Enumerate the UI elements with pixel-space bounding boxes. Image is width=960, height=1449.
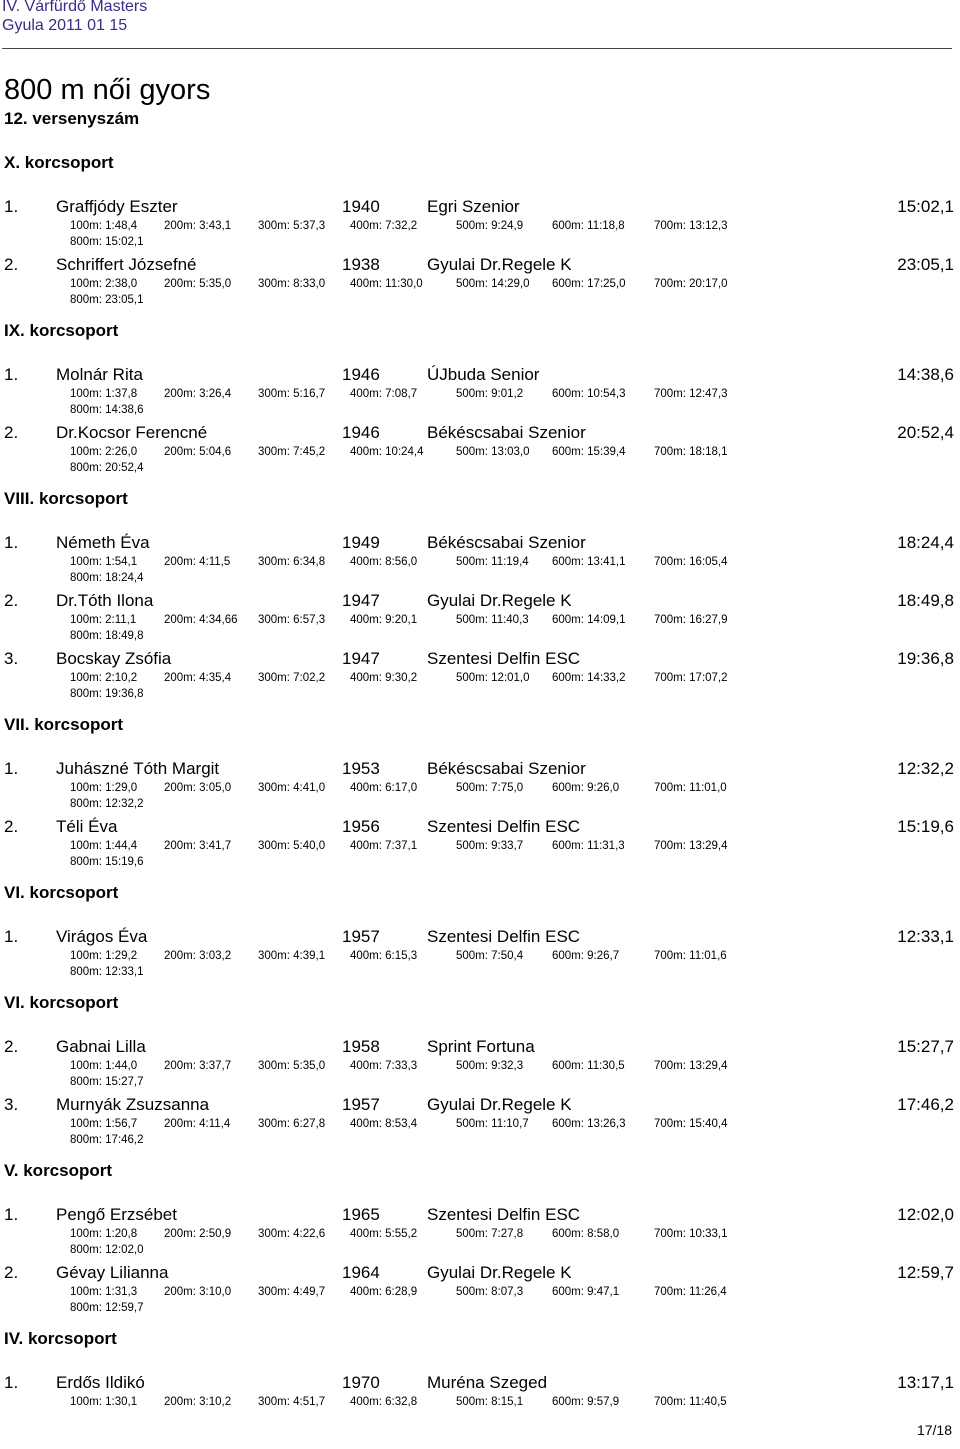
split-time: 200m: 3:41,7 [164, 840, 232, 852]
split-times [0, 386, 960, 402]
split-final: 800m: 15:27,7 [70, 1076, 144, 1088]
split-time: 500m: 14:29,0 [456, 278, 530, 290]
split-time: 300m: 5:35,0 [258, 1060, 326, 1072]
place: 3. [4, 649, 19, 668]
split-time: 200m: 4:34,66 [164, 614, 238, 626]
club-name: Gyulai Dr.Regele K [427, 591, 572, 610]
result-row [0, 1204, 960, 1226]
place: 1. [4, 1373, 19, 1392]
split-time: 500m: 12:01,0 [456, 672, 530, 684]
split-final: 800m: 12:59,7 [70, 1302, 144, 1314]
event-date: Gyula 2011 01 15 [2, 17, 128, 34]
result-row [0, 422, 960, 444]
split-time: 400m: 7:32,2 [350, 220, 418, 232]
birth-year: 1953 [342, 759, 380, 778]
split-time: 500m: 7:27,8 [456, 1228, 524, 1240]
split-time: 400m: 7:33,3 [350, 1060, 418, 1072]
group-title: V. korcsoport [4, 1161, 113, 1180]
page-number: 17/18 [916, 1422, 952, 1438]
final-time: 19:36,8 [897, 649, 954, 668]
race-title: 800 m női gyors [4, 74, 211, 106]
split-time: 500m: 9:01,2 [456, 388, 524, 400]
split-times [0, 444, 960, 460]
club-name: Békéscsabai Szenior [427, 423, 586, 442]
birth-year: 1957 [342, 1095, 380, 1114]
split-time: 700m: 18:18,1 [654, 446, 728, 458]
birth-year: 1938 [342, 255, 380, 274]
event-name: IV. Várfürdő Masters [2, 0, 148, 15]
place: 2. [4, 817, 19, 836]
split-time: 200m: 5:04,6 [164, 446, 232, 458]
result-entry [0, 196, 960, 254]
split-time: 400m: 7:08,7 [350, 388, 418, 400]
place: 1. [4, 759, 19, 778]
split-time: 300m: 4:41,0 [258, 782, 326, 794]
place: 1. [4, 365, 19, 384]
place: 1. [4, 197, 19, 216]
split-times [0, 948, 960, 964]
group-title: VI. korcsoport [4, 993, 119, 1012]
split-time: 200m: 3:43,1 [164, 220, 232, 232]
split-time: 100m: 1:37,8 [70, 388, 138, 400]
split-time: 600m: 9:57,9 [552, 1396, 620, 1408]
final-time: 23:05,1 [897, 255, 954, 274]
split-time: 500m: 11:40,3 [456, 614, 529, 626]
split-time: 300m: 5:16,7 [258, 388, 326, 400]
swimmer-name: Dr.Tóth Ilona [56, 591, 154, 610]
club-name: Békéscsabai Szenior [427, 759, 586, 778]
split-time: 600m: 9:26,7 [552, 950, 620, 962]
place: 2. [4, 591, 19, 610]
split-time: 100m: 1:31,3 [70, 1286, 138, 1298]
split-time: 400m: 6:32,8 [350, 1396, 418, 1408]
split-time: 500m: 8:15,1 [456, 1396, 524, 1408]
split-final: 800m: 15:02,1 [70, 236, 144, 248]
split-time: 600m: 9:26,0 [552, 782, 620, 794]
split-time: 300m: 8:33,0 [258, 278, 326, 290]
result-row [0, 1262, 960, 1284]
final-time: 12:59,7 [897, 1263, 954, 1282]
club-name: Gyulai Dr.Regele K [427, 255, 572, 274]
split-time: 300m: 7:45,2 [258, 446, 326, 458]
swimmer-name: Murnyák Zsuzsanna [56, 1095, 210, 1114]
group-spacer [0, 342, 960, 364]
birth-year: 1956 [342, 817, 380, 836]
split-time: 500m: 11:10,7 [456, 1118, 529, 1130]
result-row [0, 1372, 960, 1394]
swimmer-name: Molnár Rita [56, 365, 143, 384]
split-time: 100m: 2:10,2 [70, 672, 138, 684]
group-spacer [0, 1350, 960, 1372]
group-title: IV. korcsoport [4, 1329, 117, 1348]
split-time: 300m: 4:49,7 [258, 1286, 326, 1298]
split-final: 800m: 18:24,4 [70, 572, 144, 584]
split-time: 700m: 20:17,0 [654, 278, 728, 290]
split-time: 700m: 12:47,3 [654, 388, 728, 400]
split-time: 400m: 5:55,2 [350, 1228, 418, 1240]
split-times [0, 670, 960, 686]
split-time: 600m: 13:26,3 [552, 1118, 626, 1130]
split-time: 200m: 3:37,7 [164, 1060, 232, 1072]
split-time: 600m: 14:09,1 [552, 614, 626, 626]
split-final: 800m: 15:19,6 [70, 856, 144, 868]
split-time: 200m: 3:26,4 [164, 388, 232, 400]
split-time: 600m: 11:18,8 [552, 220, 625, 232]
result-row [0, 590, 960, 612]
result-row [0, 196, 960, 218]
split-times [0, 1058, 960, 1074]
split-time: 700m: 13:29,4 [654, 1060, 728, 1072]
split-times [0, 218, 960, 234]
group-spacer [0, 1182, 960, 1204]
split-time: 400m: 11:30,0 [350, 278, 423, 290]
split-time: 300m: 6:27,8 [258, 1118, 326, 1130]
split-time: 700m: 13:12,3 [654, 220, 728, 232]
split-time: 500m: 8:07,3 [456, 1286, 524, 1298]
swimmer-name: Dr.Kocsor Ferencné [56, 423, 208, 442]
split-time: 600m: 14:33,2 [552, 672, 626, 684]
result-entry [0, 532, 960, 590]
final-time: 18:24,4 [897, 533, 954, 552]
final-time: 14:38,6 [897, 365, 954, 384]
split-time: 100m: 1:56,7 [70, 1118, 138, 1130]
split-time: 300m: 4:39,1 [258, 950, 326, 962]
split-time: 700m: 13:29,4 [654, 840, 728, 852]
split-time: 400m: 8:53,4 [350, 1118, 418, 1130]
final-time: 12:33,1 [897, 927, 954, 946]
split-time: 700m: 11:01,6 [654, 950, 727, 962]
split-time: 600m: 13:41,1 [552, 556, 626, 568]
split-final: 800m: 23:05,1 [70, 294, 144, 306]
split-time: 600m: 17:25,0 [552, 278, 626, 290]
club-name: ÚJbuda Senior [427, 365, 540, 384]
split-time: 600m: 15:39,4 [552, 446, 626, 458]
split-time: 200m: 3:10,2 [164, 1396, 232, 1408]
split-final: 800m: 12:02,0 [70, 1244, 144, 1256]
group-title: VII. korcsoport [4, 715, 124, 734]
split-time: 400m: 7:37,1 [350, 840, 418, 852]
split-time: 700m: 11:40,5 [654, 1396, 727, 1408]
place: 2. [4, 423, 19, 442]
group-spacer [0, 174, 960, 196]
results-list [0, 152, 960, 1430]
split-time: 300m: 6:57,3 [258, 614, 326, 626]
race-number: 12. versenyszám [4, 109, 140, 128]
split-final: 800m: 20:52,4 [70, 462, 144, 474]
group-spacer [0, 510, 960, 532]
birth-year: 1947 [342, 649, 380, 668]
split-time: 200m: 3:05,0 [164, 782, 232, 794]
result-entry [0, 1372, 960, 1430]
final-time: 17:46,2 [897, 1095, 954, 1114]
club-name: Szentesi Delfin ESC [427, 817, 581, 836]
result-entry [0, 1094, 960, 1152]
split-time: 700m: 16:05,4 [654, 556, 728, 568]
split-final: 800m: 19:36,8 [70, 688, 144, 700]
split-time: 100m: 1:29,0 [70, 782, 138, 794]
split-time: 500m: 11:19,4 [456, 556, 529, 568]
final-time: 12:02,0 [897, 1205, 954, 1224]
split-time: 400m: 9:30,2 [350, 672, 418, 684]
split-time: 500m: 9:33,7 [456, 840, 524, 852]
place: 2. [4, 1037, 19, 1056]
split-time: 100m: 1:44,4 [70, 840, 138, 852]
split-time: 300m: 4:22,6 [258, 1228, 326, 1240]
split-time: 100m: 1:29,2 [70, 950, 138, 962]
split-time: 200m: 4:11,5 [164, 556, 231, 568]
split-time: 500m: 7:75,0 [456, 782, 524, 794]
group-spacer [0, 736, 960, 758]
split-time: 300m: 6:34,8 [258, 556, 326, 568]
result-row [0, 1094, 960, 1116]
split-time: 100m: 2:38,0 [70, 278, 138, 290]
swimmer-name: Virágos Éva [56, 927, 148, 946]
swimmer-name: Pengő Erzsébet [56, 1205, 177, 1224]
split-final [0, 1410, 960, 1426]
birth-year: 1958 [342, 1037, 380, 1056]
split-time: 200m: 3:10,0 [164, 1286, 232, 1298]
split-time: 400m: 6:28,9 [350, 1286, 418, 1298]
split-time: 400m: 9:20,1 [350, 614, 418, 626]
club-name: Gyulai Dr.Regele K [427, 1263, 572, 1282]
birth-year: 1940 [342, 197, 380, 216]
split-time: 500m: 9:32,3 [456, 1060, 524, 1072]
club-name: Békéscsabai Szenior [427, 533, 586, 552]
club-name: Szentesi Delfin ESC [427, 649, 581, 668]
place: 2. [4, 255, 19, 274]
swimmer-name: Gabnai Lilla [56, 1037, 146, 1056]
split-time: 100m: 1:54,1 [70, 556, 138, 568]
split-times [0, 1284, 960, 1300]
result-entry [0, 364, 960, 422]
split-times [0, 1394, 960, 1410]
final-time: 20:52,4 [897, 423, 954, 442]
birth-year: 1946 [342, 423, 380, 442]
place: 1. [4, 533, 19, 552]
result-row [0, 254, 960, 276]
result-entry [0, 1204, 960, 1262]
split-time: 200m: 2:50,9 [164, 1228, 232, 1240]
split-time: 400m: 10:24,4 [350, 446, 424, 458]
split-times [0, 276, 960, 292]
result-entry [0, 926, 960, 984]
split-times [0, 1116, 960, 1132]
split-time: 700m: 17:07,2 [654, 672, 728, 684]
split-time: 300m: 7:02,2 [258, 672, 326, 684]
split-time: 600m: 11:31,3 [552, 840, 625, 852]
split-time: 200m: 3:03,2 [164, 950, 232, 962]
split-time: 300m: 4:51,7 [258, 1396, 326, 1408]
split-time: 400m: 6:17,0 [350, 782, 418, 794]
split-time: 100m: 1:48,4 [70, 220, 138, 232]
split-time: 100m: 1:30,1 [70, 1396, 138, 1408]
swimmer-name: Téli Éva [56, 817, 118, 836]
club-name: Gyulai Dr.Regele K [427, 1095, 572, 1114]
birth-year: 1949 [342, 533, 380, 552]
club-name: Szentesi Delfin ESC [427, 927, 581, 946]
split-time: 200m: 4:11,4 [164, 1118, 231, 1130]
split-time: 700m: 10:33,1 [654, 1228, 728, 1240]
final-time: 12:32,2 [897, 759, 954, 778]
split-time: 100m: 2:26,0 [70, 446, 138, 458]
split-times [0, 780, 960, 796]
swimmer-name: Németh Éva [56, 533, 150, 552]
split-time: 400m: 8:56,0 [350, 556, 418, 568]
split-time: 700m: 11:01,0 [654, 782, 727, 794]
final-time: 18:49,8 [897, 591, 954, 610]
split-time: 100m: 1:20,8 [70, 1228, 138, 1240]
place: 1. [4, 927, 19, 946]
result-entry [0, 1036, 960, 1094]
group-title: VIII. korcsoport [4, 489, 128, 508]
split-time: 600m: 11:30,5 [552, 1060, 625, 1072]
split-times [0, 554, 960, 570]
result-row [0, 1036, 960, 1058]
result-entry [0, 816, 960, 874]
club-name: Egri Szenior [427, 197, 520, 216]
club-name: Muréna Szeged [427, 1373, 548, 1392]
group-title: X. korcsoport [4, 153, 114, 172]
split-time: 500m: 13:03,0 [456, 446, 530, 458]
birth-year: 1957 [342, 927, 380, 946]
split-time: 700m: 11:26,4 [654, 1286, 727, 1298]
swimmer-name: Erdős Ildikó [56, 1373, 145, 1392]
final-time: 15:19,6 [897, 817, 954, 836]
header-divider [2, 48, 952, 49]
split-time: 700m: 15:40,4 [654, 1118, 728, 1130]
swimmer-name: Bocskay Zsófia [56, 649, 172, 668]
split-final: 800m: 17:46,2 [70, 1134, 144, 1146]
split-time: 300m: 5:40,0 [258, 840, 326, 852]
result-entry [0, 1262, 960, 1320]
result-row [0, 816, 960, 838]
split-time: 100m: 1:44,0 [70, 1060, 138, 1072]
result-row [0, 648, 960, 670]
split-final: 800m: 18:49,8 [70, 630, 144, 642]
final-time: 15:27,7 [897, 1037, 954, 1056]
split-final: 800m: 12:33,1 [70, 966, 144, 978]
split-time: 600m: 10:54,3 [552, 388, 626, 400]
birth-year: 1970 [342, 1373, 380, 1392]
club-name: Sprint Fortuna [427, 1037, 535, 1056]
split-time: 700m: 16:27,9 [654, 614, 728, 626]
result-entry [0, 254, 960, 312]
place: 3. [4, 1095, 19, 1114]
swimmer-name: Gévay Lilianna [56, 1263, 169, 1282]
split-time: 300m: 5:37,3 [258, 220, 326, 232]
split-final: 800m: 14:38,6 [70, 404, 144, 416]
split-final: 800m: 12:32,2 [70, 798, 144, 810]
final-time: 15:02,1 [897, 197, 954, 216]
birth-year: 1946 [342, 365, 380, 384]
split-times [0, 838, 960, 854]
place: 2. [4, 1263, 19, 1282]
group-spacer [0, 1014, 960, 1036]
place: 1. [4, 1205, 19, 1224]
split-time: 400m: 6:15,3 [350, 950, 418, 962]
split-time: 500m: 9:24,9 [456, 220, 524, 232]
split-time: 200m: 4:35,4 [164, 672, 232, 684]
split-time: 200m: 5:35,0 [164, 278, 232, 290]
birth-year: 1947 [342, 591, 380, 610]
result-row [0, 926, 960, 948]
group-spacer [0, 904, 960, 926]
split-times [0, 1226, 960, 1242]
result-row [0, 532, 960, 554]
swimmer-name: Juhászné Tóth Margit [56, 759, 220, 778]
split-time: 100m: 2:11,1 [70, 614, 137, 626]
final-time: 13:17,1 [897, 1373, 954, 1392]
split-time: 600m: 9:47,1 [552, 1286, 620, 1298]
result-row [0, 364, 960, 386]
swimmer-name: Schriffert Józsefné [56, 255, 197, 274]
result-entry [0, 422, 960, 480]
birth-year: 1965 [342, 1205, 380, 1224]
split-time: 600m: 8:58,0 [552, 1228, 620, 1240]
split-time: 500m: 7:50,4 [456, 950, 524, 962]
result-entry [0, 758, 960, 816]
group-title: VI. korcsoport [4, 883, 119, 902]
result-entry [0, 590, 960, 648]
club-name: Szentesi Delfin ESC [427, 1205, 581, 1224]
split-times [0, 612, 960, 628]
swimmer-name: Graffjódy Eszter [56, 197, 178, 216]
result-entry [0, 648, 960, 706]
result-row [0, 758, 960, 780]
group-title: IX. korcsoport [4, 321, 119, 340]
birth-year: 1964 [342, 1263, 380, 1282]
